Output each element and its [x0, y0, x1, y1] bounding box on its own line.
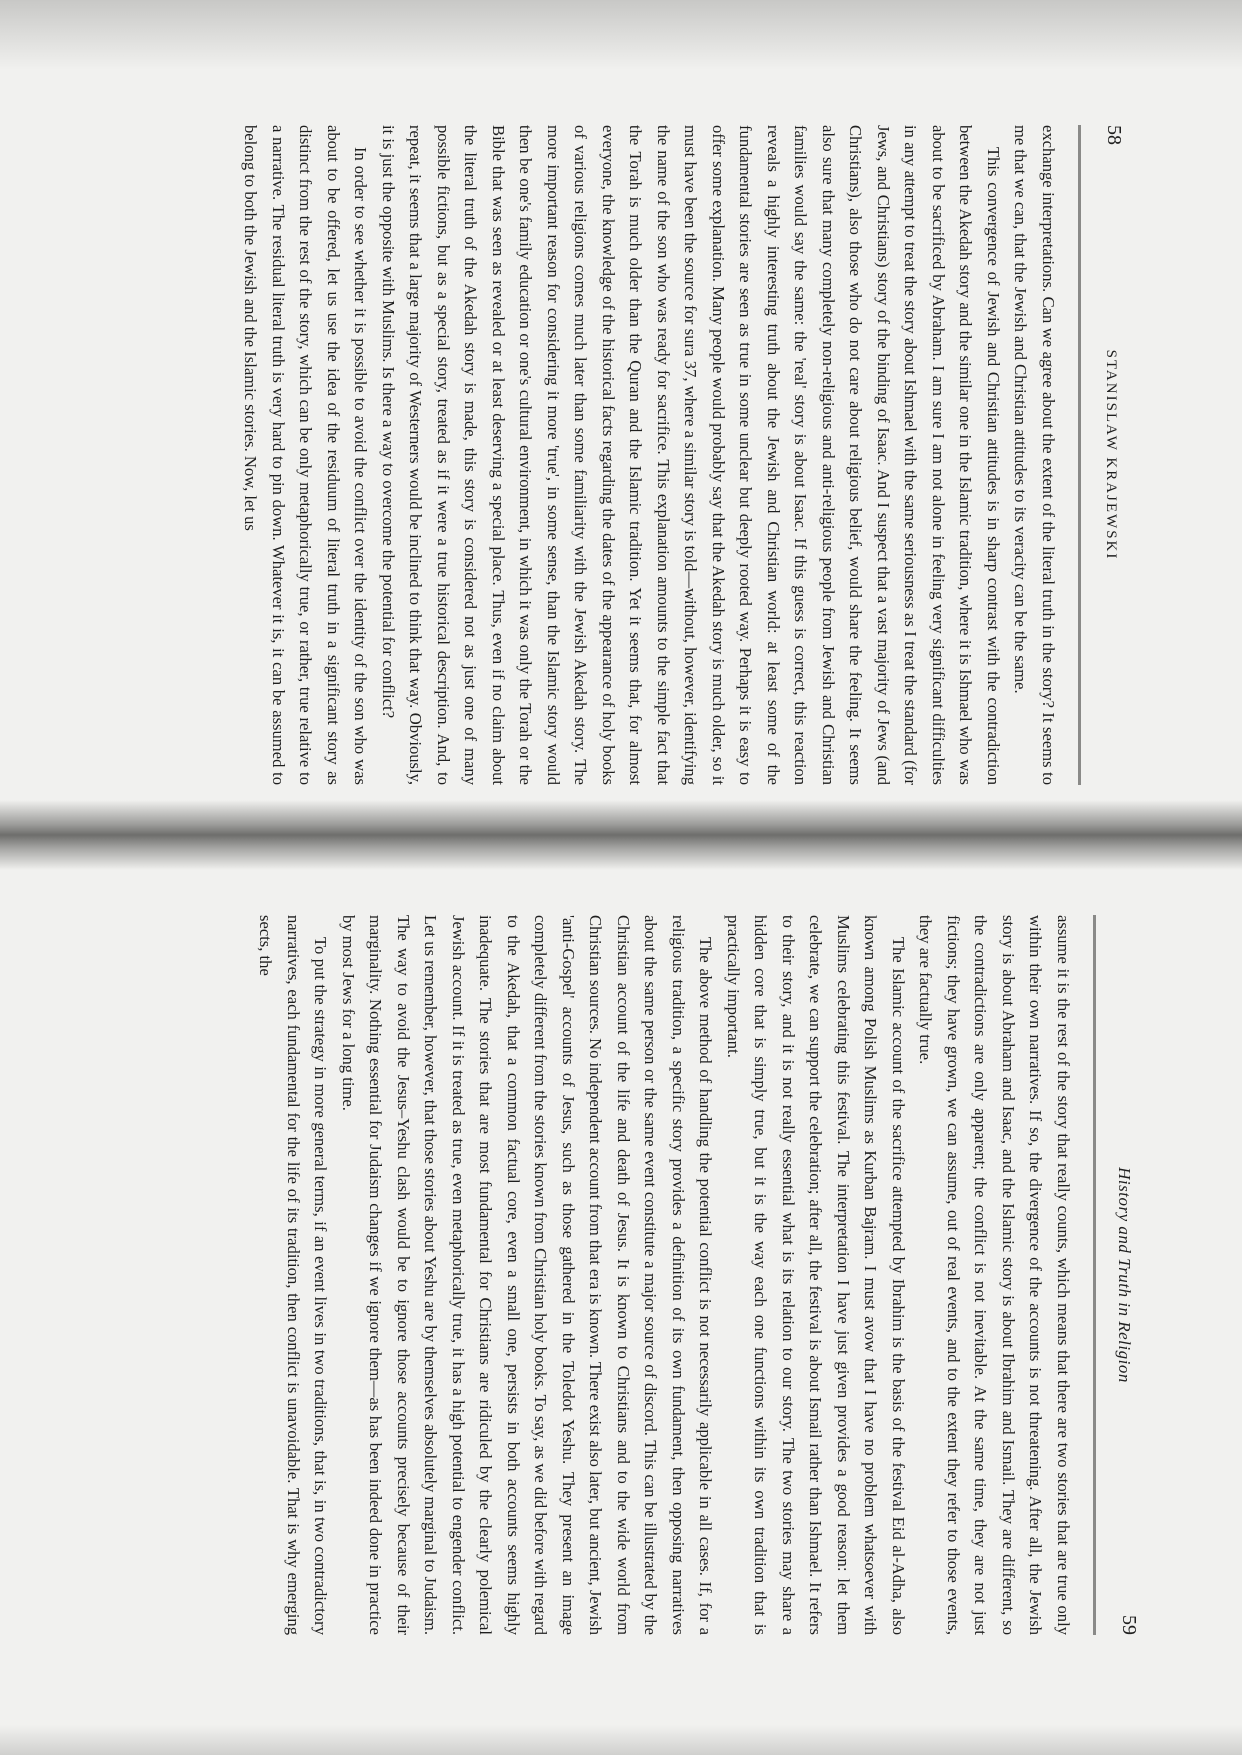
- book-gutter-shadow: [0, 800, 1242, 870]
- paragraph: This convergence of Jewish and Christian attitudes is in sharp contrast with the contradiction between the Akedah story and the similar one in the Islamic tradition, where it is Ishmael who was about to be sacrificed by Abraham. I am sure I am not alone in feeling very significant difficulties in any attempt to treat the story about Ishmael with the same seriousness as I treat the standard (for Jews, and Christians) story of the binding of Isaac. And I suspect that a vast majority of Jews (and Christians), also those who do not care about religious belief, would share the feeling. It seems also sure that many completely non-religious and anti-religious people from Jewish and Christian families would say the same: the 'real' story is about Isaac. If this guess is correct, this reaction reveals a highly interesting truth about the Jewish and Christian world: at least some of the fundamental stories are seen as true in some unclear but deeply rooted way. Perhaps it is easy to offer some explanation. Many people would probably say that the Akedah story is much older, so it must have been the source for sura 37, where a similar story is told—without, however, identifying the name of the son who was ready for sacrifice. This explanation amounts to the simple fact that the Torah is much older than the Quran and the Islamic tradition. Yet it seems that, for almost everyone, the knowledge of the historical facts regarding the dates of the appearance of holy books of various religions comes much later than some familiarity with the Jewish Akedah story. The more important reason for considering it more 'true', in some sense, than the Islamic story would then be one's family education or one's cultural environment, in which it was only the Torah or the Bible that was seen as revealed or at least deserving a special place. Thus, even if no claim about the literal truth of the Akedah story is made, this story is considered not as just one of many possible fictions, but as a special story, treated as if it were a true historical description. And, to repeat, it seems that a large majority of Westerners would be inclined to think that way. Obviously, it is just the opposite with Muslims. Is there a way to overcome the potential for conflict?: [379, 125, 1003, 785]
- paragraph: The above method of handling the potential conflict is not necessarily applicable in all cases. If, for a religious tradition, a specific story provides a definition of its own fundament, then opposing narratives about the same person or the same event constitute a major source of discord. This can be illustrated by the Christian account of the life and death of Jesus. It is known to Christians and to the wide world from Christian sources. No independent account from that era is known. There exist also later, but ancient, Jewish 'anti-Gospel' accounts of Jesus, such as those gathered in the Toledot Yeshu. They present an image completely different from the stories known from Christian holy books. To say, as we did before with regard to the Akedah, that a common factual core, even a small one, persists in both accounts seems highly inadequate. The stories that are most fundamental for Christians are ridiculed by the clearly polemical Jewish account. If it is treated as true, even metaphorically true, it has a high potential to engender conflict. Let us remember, however, that those stories about Yeshu are by themselves absolutely marginal to Judaism. The way to avoid the Jesus–Yeshu clash would be to ignore those accounts precisely because of their marginality. Nothing essential for Judaism changes if we ignore them—as has been indeed done in practice by most Jews for a long time.: [339, 915, 716, 1635]
- page-body: [237, 125, 1062, 785]
- page-header: [1100, 915, 1140, 1635]
- scan-edge-bottom: [0, 1725, 1242, 1755]
- header-rule: [1078, 125, 1081, 785]
- page-header: [1085, 125, 1125, 785]
- paragraph: In order to see whether it is possible to avoid the conflict over the identity of the son who was about to be offered, let us use the idea of the residuum of literal truth in a significant story as distinct from the rest of the story, which can be only metaphorically true, or rather, true relative to a narrative. The residual literal truth is very hard to pin down. Whatever it is, it can be assumed to belong to both the Jewish and the Islamic stories. Now, let us: [241, 125, 371, 785]
- paragraph: exchange interpretations. Can we agree about the extent of the literal truth in the story? It seems to me that we can, that the Jewish and Christian attitudes to its veracity can be the same.: [1011, 125, 1058, 785]
- running-head: History and Truth in Religion: [1115, 1167, 1134, 1383]
- page-body: [252, 915, 1077, 1635]
- paragraph: assume it is the rest of the story that really counts, which means that there are two stories that are true only within their own narratives. If so, the divergence of the accounts is not threatening. After all, the Jewish story is about Abraham and Isaac, and the Islamic story is about Ibrahim and Ismail. They are different, so the contradictions are only apparent; the conflict is not inevitable. At the same time, they are not just fictions; they have grown, we can assume, out of real events, and to the extent they refer to those events, they are factually true.: [916, 915, 1073, 1635]
- running-head: STANISLAW KRAJEWSKI: [1103, 349, 1119, 561]
- scan-edge-top: [0, 0, 1242, 70]
- left-book-page: [90, 125, 1125, 785]
- right-book-page: [65, 915, 1140, 1635]
- page-number: 59: [1118, 1615, 1140, 1635]
- paragraph: The Islamic account of the sacrifice attempted by Ibrahim is the basis of the festival Eid al-Adha, also known among Polish Muslims as Kurban Bajram. I must avow that I have no problem whatsoever with Muslims celebrating this festival. The interpretation I have just given provides a good reason: let them celebrate, we can support the celebration; after all, the festival is about Ismail rather than Ishmael. It refers to their story, and it is not really essential what is its relation to our story. The two stories may share a hidden core that is simply true, but it is the way each one functions within its own tradition that is practically important.: [724, 915, 908, 1635]
- header-rule: [1093, 915, 1096, 1635]
- paragraph: To put the strategy in more general terms, if an event lives in two traditions, that is, in two contradictory narratives, each fundamental for the life of its tradition, then conflict is unavoidable. That is why emerging sects, the: [256, 915, 331, 1635]
- page-number: 58: [1103, 125, 1125, 145]
